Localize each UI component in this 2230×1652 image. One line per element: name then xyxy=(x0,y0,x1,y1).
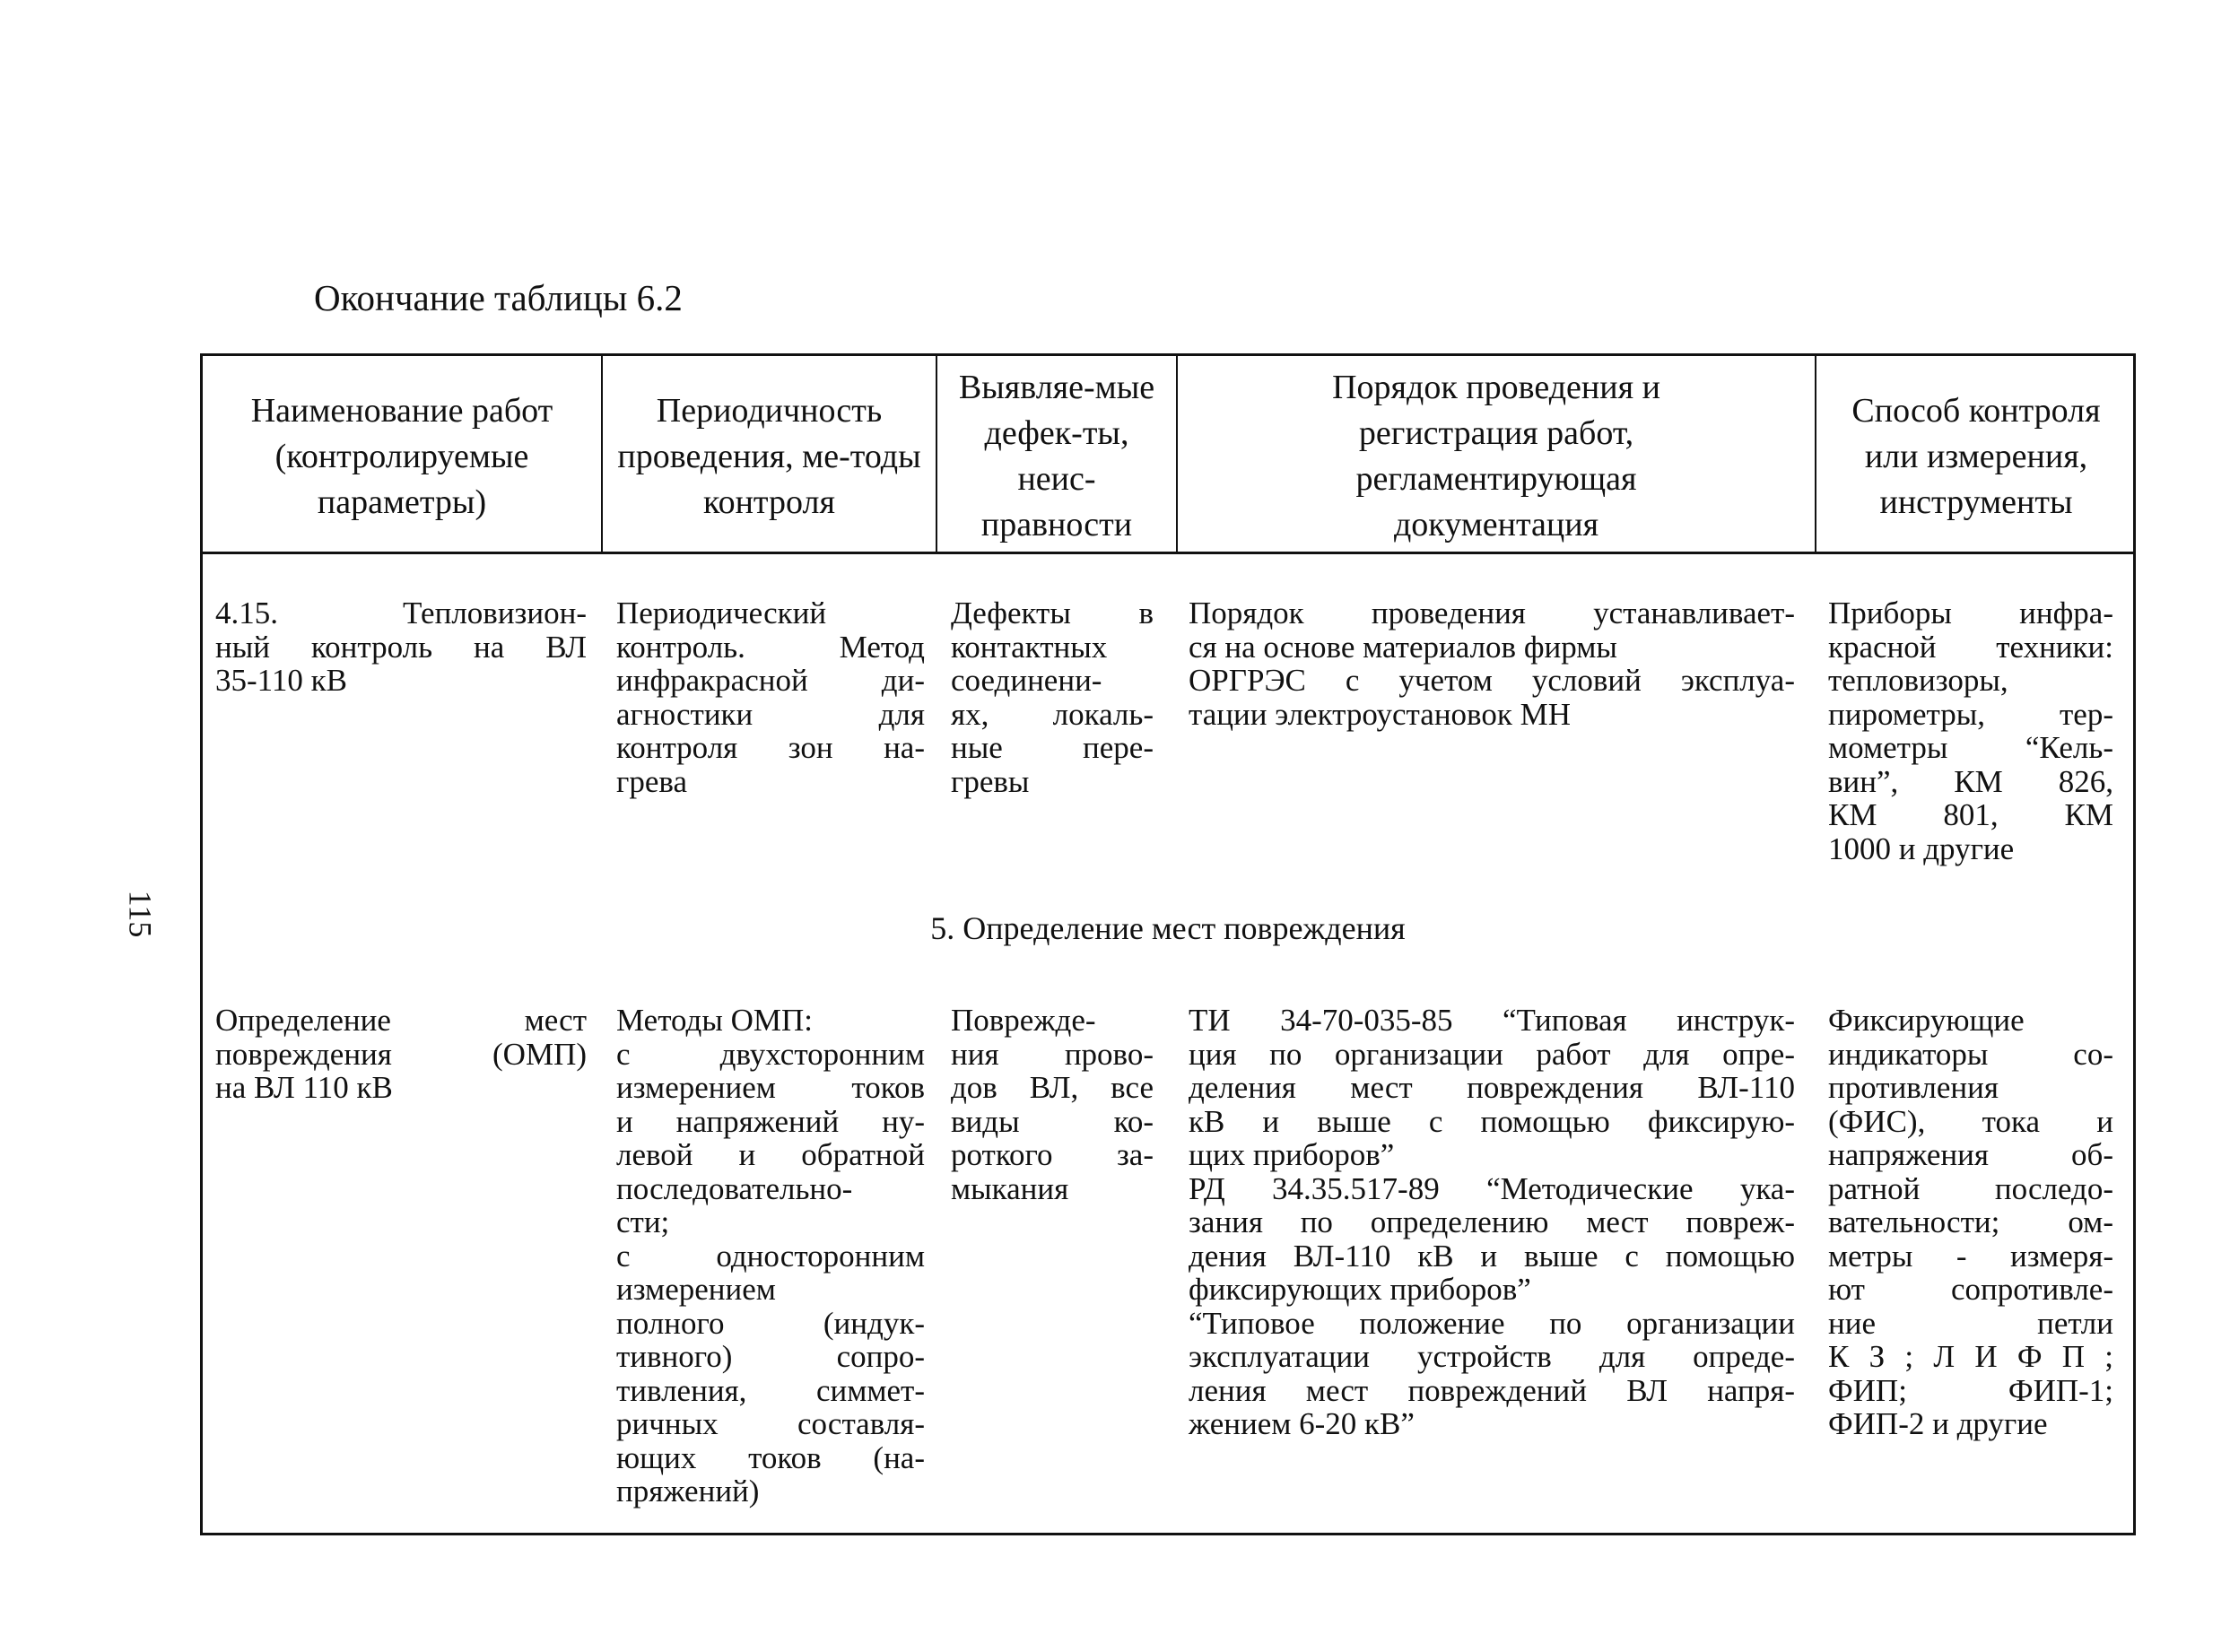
text-line: ФИП; ФИП-1; xyxy=(1828,1372,2113,1408)
text-line: тации электроустановок МН xyxy=(1189,696,1571,732)
text-line: инфракрасной ди- xyxy=(616,663,925,698)
text-line: ция по организации работ для опре- xyxy=(1189,1036,1795,1072)
row-415-instruments xyxy=(1828,596,2113,865)
text-line: сти; xyxy=(616,1204,670,1239)
row-omp-defects xyxy=(951,1004,1154,1205)
text-line: ления мест повреждений ВЛ напря- xyxy=(1189,1372,1795,1408)
text-line: Определение мест xyxy=(215,1003,587,1038)
text-line: тепловизоры, xyxy=(1828,663,2008,698)
text-line: гревы xyxy=(951,763,1030,799)
text-line: последовательно- xyxy=(616,1170,853,1206)
text-line: РД 34.35.517-89 “Методические ука- xyxy=(1189,1170,1795,1206)
text-line: ратной последо- xyxy=(1828,1170,2113,1206)
text-line: Методы ОМП: xyxy=(616,1003,813,1038)
text-line: фиксирующих приборов” xyxy=(1189,1272,1531,1307)
text-line: деления мест повреждения ВЛ-110 xyxy=(1189,1070,1795,1105)
text-line: пирометры, тер- xyxy=(1828,696,2113,732)
row-415-periodicity xyxy=(616,596,925,798)
text-line: (ФИС), тока и xyxy=(1828,1103,2113,1139)
text-line: эксплуатации устройств для опреде- xyxy=(1189,1339,1795,1374)
row-415-work-name xyxy=(215,596,587,698)
text-line: ричных составля- xyxy=(616,1406,925,1441)
text-line: ОРГРЭС с учетом условий эксплуа- xyxy=(1189,663,1795,698)
text-line: ТИ 34-70-035-85 “Типовая инструк- xyxy=(1189,1003,1795,1038)
row-omp-instruments xyxy=(1828,1004,2113,1441)
text-line: роткого за- xyxy=(951,1137,1154,1172)
text-line: полного (индук- xyxy=(616,1305,925,1341)
text-line: левой и обратной xyxy=(616,1137,925,1172)
text-line: 4.15. Тепловизион- xyxy=(215,596,587,630)
text-line: мометры “Кель- xyxy=(1828,730,2113,765)
text-line: вательности; ом- xyxy=(1828,1204,2113,1239)
text-line: щих приборов” xyxy=(1189,1137,1395,1172)
text-line: ют сопротивле- xyxy=(1828,1272,2113,1307)
text-line: измерением xyxy=(616,1272,776,1307)
text-line: дов ВЛ, все xyxy=(951,1070,1154,1105)
text-line: и напряжений ну- xyxy=(616,1103,925,1139)
text-line: “Типовое положение по организации xyxy=(1189,1305,1795,1341)
text-line: контроль. Метод xyxy=(616,629,925,665)
text-line: виды ко- xyxy=(951,1103,1154,1139)
text-line: ния прово- xyxy=(951,1036,1154,1072)
text-line: индикаторы со- xyxy=(1828,1036,2113,1072)
text-line: метры - измеря- xyxy=(1828,1238,2113,1274)
header-rule xyxy=(203,552,2133,554)
text-line: ные пере- xyxy=(951,730,1154,765)
text-line: контроля зон на- xyxy=(616,730,925,765)
text-line: дения ВЛ-110 кВ и выше с помощью xyxy=(1189,1238,1795,1274)
text-line: К З ; Л И Ф П ; xyxy=(1828,1339,2113,1374)
text-line: противления xyxy=(1828,1070,1999,1105)
header-procedure: Порядок проведения и регистрация работ, регламентирующая документация xyxy=(1332,369,1660,543)
text-line: ющих токов (на- xyxy=(616,1439,925,1475)
text-line: красной техники: xyxy=(1828,629,2113,665)
row-omp-work-name xyxy=(215,1004,587,1105)
text-line: ся на основе материалов фирмы xyxy=(1189,629,1617,665)
text-line: Периодический xyxy=(616,596,827,630)
text-line: тивления, симмет- xyxy=(616,1372,925,1408)
text-line: мыкания xyxy=(951,1170,1069,1206)
text-line: ный контроль на ВЛ xyxy=(215,629,587,665)
text-line: на ВЛ 110 кВ xyxy=(215,1070,393,1105)
text-line: Дефекты в xyxy=(951,596,1154,630)
text-line: зания по определению мест повреж- xyxy=(1189,1204,1795,1239)
text-line: кВ и выше с помощью фиксирую- xyxy=(1189,1103,1795,1139)
text-line: грева xyxy=(616,763,687,799)
maintenance-table xyxy=(200,353,2136,1535)
table-caption: Окончание таблицы 6.2 xyxy=(314,277,683,318)
header-instruments: Способ контроля или измерения, инструменты xyxy=(1851,391,2101,521)
header-defects: Выявляе-мые дефек-ты, неис-правности xyxy=(958,369,1155,543)
text-line: напряжения об- xyxy=(1828,1137,2113,1172)
text-line: Порядок проведения устанавливает- xyxy=(1189,596,1795,630)
text-line: Приборы инфра- xyxy=(1828,596,2113,630)
text-line: повреждения (ОМП) xyxy=(215,1036,587,1072)
text-line: 35-110 кВ xyxy=(215,663,347,698)
text-line: с односторонним xyxy=(616,1238,925,1274)
header-periodicity: Периодичность проведения, ме-тоды контроля xyxy=(617,391,921,521)
text-line: с двухсторонним xyxy=(616,1036,925,1072)
text-line: вин”, КМ 826, xyxy=(1828,763,2113,799)
text-line: контактных xyxy=(951,629,1108,665)
text-line: ФИП-2 и другие xyxy=(1828,1406,2048,1441)
text-line: пряжений) xyxy=(616,1474,760,1509)
text-line: ях, локаль- xyxy=(951,696,1154,732)
text-line: соединени- xyxy=(951,663,1102,698)
row-omp-procedure xyxy=(1189,1004,1795,1441)
section-5-title: 5. Определение мест повреждения xyxy=(930,910,1406,946)
text-line: тивного) сопро- xyxy=(616,1339,925,1374)
header-work-name: Наименование работ (контролируемые параметры) xyxy=(250,391,553,521)
text-line: 1000 и другие xyxy=(1828,830,2015,866)
page-number: 115 xyxy=(122,890,159,938)
text-line: измерением токов xyxy=(616,1070,925,1105)
row-415-defects xyxy=(951,596,1154,798)
text-line: Поврежде- xyxy=(951,1003,1096,1038)
row-omp-periodicity xyxy=(616,1004,925,1509)
row-415-procedure xyxy=(1189,596,1795,731)
text-line: ние петли xyxy=(1828,1305,2113,1341)
text-line: жением 6-20 кВ” xyxy=(1189,1406,1415,1441)
text-line: агностики для xyxy=(616,696,925,732)
text-line: КМ 801, КМ xyxy=(1828,797,2113,832)
text-line: Фиксирующие xyxy=(1828,1003,2025,1038)
